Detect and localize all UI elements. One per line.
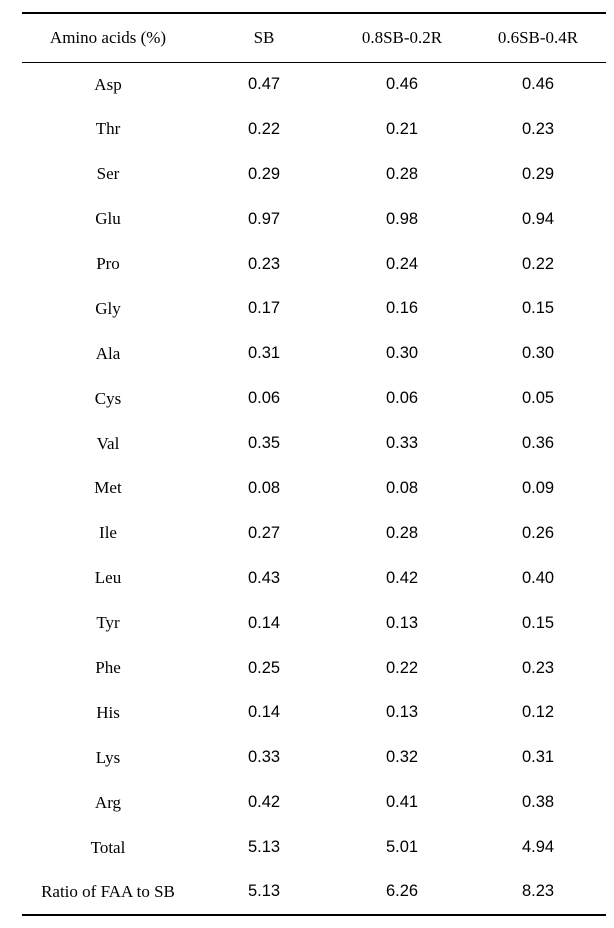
cell-value: 0.46 xyxy=(385,75,419,94)
row-label: Arg xyxy=(94,792,122,812)
header-amino-acids: Amino acids (%) xyxy=(22,13,194,62)
table-row xyxy=(22,242,606,287)
cell-value: 0.33 xyxy=(247,748,281,767)
row-label: Thr xyxy=(95,119,121,139)
table-row xyxy=(22,735,606,780)
cell-value: 0.14 xyxy=(247,613,281,632)
row-label: Phe xyxy=(95,658,121,678)
table-row xyxy=(22,197,606,242)
cell-value: 0.33 xyxy=(385,434,419,453)
table-row xyxy=(22,601,606,646)
cell-value: 0.17 xyxy=(247,299,281,318)
cell-value: 0.13 xyxy=(385,613,419,632)
cell-value: 0.15 xyxy=(521,299,555,318)
row-label: Asp xyxy=(94,74,122,94)
cell-value: 0.31 xyxy=(521,748,555,767)
header-row xyxy=(22,13,606,62)
cell-value: 0.06 xyxy=(385,389,419,408)
row-label: Tyr xyxy=(96,613,120,633)
row-label: Met xyxy=(94,478,122,498)
cell-value: 0.22 xyxy=(521,254,555,273)
row-label: Ala xyxy=(95,343,121,363)
row-label: Total xyxy=(90,837,126,857)
cell-value: 0.31 xyxy=(247,344,281,363)
cell-value: 0.23 xyxy=(247,254,281,273)
table-row xyxy=(22,690,606,735)
cell-value: 0.13 xyxy=(385,703,419,722)
cell-value: 5.13 xyxy=(194,870,334,915)
table-row xyxy=(22,511,606,556)
cell-value: 0.08 xyxy=(247,478,281,497)
cell-value: 0.16 xyxy=(385,299,419,318)
cell-value: 0.28 xyxy=(385,523,419,542)
cell-value: 0.05 xyxy=(521,389,555,408)
cell-value: 0.36 xyxy=(521,434,555,453)
cell-value: 0.15 xyxy=(521,613,555,632)
cell-value: 0.46 xyxy=(521,75,555,94)
cell-value: 0.23 xyxy=(521,658,555,677)
row-label: Cys xyxy=(94,388,122,408)
cell-value: 0.43 xyxy=(247,568,281,587)
cell-value: 0.42 xyxy=(385,568,419,587)
cell-value: 0.98 xyxy=(385,209,419,228)
cell-value: 0.09 xyxy=(521,478,555,497)
cell-value: 0.24 xyxy=(385,254,419,273)
cell-value: 6.26 xyxy=(334,870,470,915)
row-label: Ile xyxy=(99,523,117,543)
cell-value: 0.14 xyxy=(247,703,281,722)
cell-value: 0.26 xyxy=(521,523,555,542)
row-label: Glu xyxy=(95,209,121,229)
cell-value: 5.01 xyxy=(385,838,419,857)
cell-value: 0.38 xyxy=(521,793,555,812)
header-0.8sb-0.2r: 0.8SB-0.2R xyxy=(334,13,470,62)
cell-value: 0.41 xyxy=(385,793,419,812)
cell-value: 0.47 xyxy=(247,75,281,94)
cell-value: 0.25 xyxy=(247,658,281,677)
row-label: Val xyxy=(96,433,120,453)
table-row xyxy=(22,331,606,376)
cell-value: 0.35 xyxy=(247,434,281,453)
table-row xyxy=(22,825,606,870)
table-body xyxy=(22,62,606,915)
cell-value: 0.28 xyxy=(385,164,419,183)
row-label: Leu xyxy=(94,568,122,588)
row-label: Ser xyxy=(96,164,120,184)
row-label: His xyxy=(96,702,120,722)
table-row xyxy=(22,870,606,915)
table-header xyxy=(22,13,606,62)
table-row xyxy=(22,556,606,601)
cell-value: 0.23 xyxy=(521,119,555,138)
cell-value: 0.30 xyxy=(385,344,419,363)
cell-value: 4.94 xyxy=(521,838,555,857)
cell-value: 0.22 xyxy=(385,658,419,677)
row-label: Pro xyxy=(96,254,120,273)
amino-acid-table-container xyxy=(22,12,606,916)
header-0.6sb-0.4r: 0.6SB-0.4R xyxy=(470,13,606,62)
amino-acid-table xyxy=(22,12,606,916)
cell-value: 0.27 xyxy=(247,523,281,542)
table-row xyxy=(22,421,606,466)
cell-value: 0.21 xyxy=(385,119,419,138)
cell-value: 0.29 xyxy=(247,164,281,183)
cell-value: 0.97 xyxy=(247,209,281,228)
cell-value: 0.29 xyxy=(521,164,555,183)
cell-value: 0.06 xyxy=(247,389,281,408)
table-row xyxy=(22,62,606,107)
cell-value: 0.30 xyxy=(521,344,555,363)
cell-value: 0.08 xyxy=(385,478,419,497)
row-label: Lys xyxy=(95,747,121,767)
table-row xyxy=(22,780,606,825)
cell-value: 0.94 xyxy=(521,209,555,228)
table-row xyxy=(22,286,606,331)
cell-value: 0.12 xyxy=(521,703,555,722)
cell-value: 0.40 xyxy=(521,568,555,587)
table-row xyxy=(22,152,606,197)
table-row xyxy=(22,376,606,421)
table-row xyxy=(22,646,606,691)
row-label: Ratio of FAA to SB xyxy=(22,870,194,915)
cell-value: 0.42 xyxy=(247,793,281,812)
cell-value: 0.22 xyxy=(247,119,281,138)
cell-value: 8.23 xyxy=(470,870,606,915)
row-label: Gly xyxy=(95,298,121,318)
table-row xyxy=(22,466,606,511)
header-sb: SB xyxy=(194,13,334,62)
cell-value: 5.13 xyxy=(247,838,281,857)
cell-value: 0.32 xyxy=(385,748,419,767)
table-row xyxy=(22,107,606,152)
